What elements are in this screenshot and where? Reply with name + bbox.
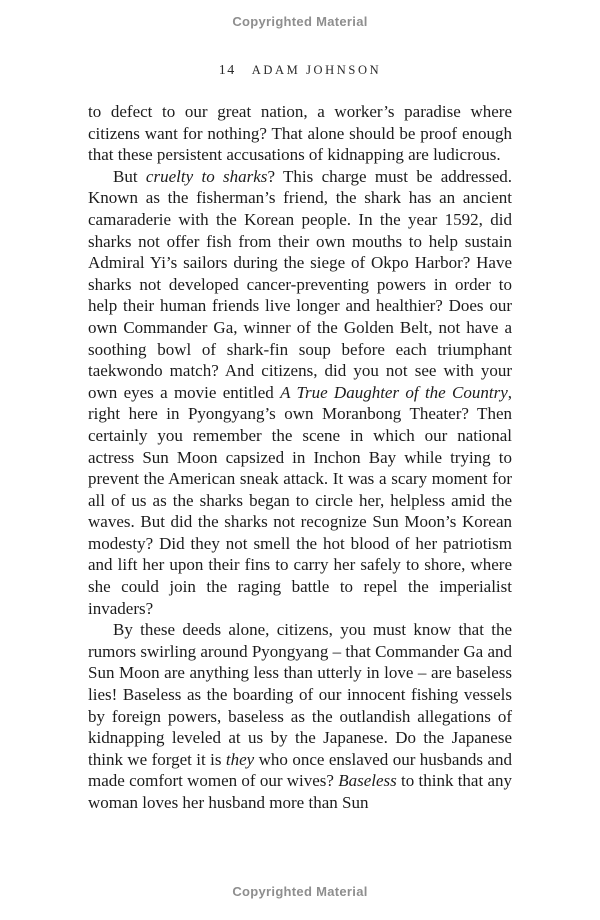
- text-segment: to defect to our great nation, a worker’s paradise where citizens want for nothing? That alone should be proof enough that these persistent accusations of kidnapping are ludicrous.: [88, 102, 512, 165]
- text-segment: , right here in Pyongyang’s own Moranbong Theater? Then certainly you remember the scene in which our national actress Sun Moon capsized in Inchon Bay while trying to prevent the American sneak attack. It was a scary moment for all of us as the sharks began to circle her, helpless amid the waves. But did the sharks not recognize Sun Moon’s Korean modesty? Did they not smell the hot blood of her patriotism and lift her upon their fins to carry her safely to shore, where she could join the raging battle to repel the imperialist invaders?: [88, 382, 512, 618]
- text-segment: But: [113, 166, 146, 186]
- text-segment: ? This charge must be addressed. Known as the fisherman’s friend, the shark has an ancient camaraderie with the Korean people. In the year 1592, did sharks not offer fish from their own mouths to help sustain Admiral Yi’s sailors during the siege of Okpo Harbor? Have sharks not developed cancer-preventing powers in order to help their human friends live longer and healthier? Does our own Commander Ga, winner of the Golden Belt, not have a soothing bowl of shark-fin soup before each triumphant taekwondo match? And citizens, did you not see with your own eyes a movie entitled: [88, 166, 513, 402]
- copyright-notice-bottom: Copyrighted Material: [232, 884, 368, 899]
- running-header: [0, 61, 600, 79]
- copyright-notice-top: Copyrighted Material: [232, 14, 368, 29]
- italic-text-segment: A True Daughter of the Country: [280, 382, 508, 402]
- text-segment: By these deeds alone, citizens, you must know that the rumors swirling around Pyongyang – that Commander Ga and Sun Moon are anything less than utterly in love – are baseless lies! Baseless as the boarding of our innocent fishing vessels by foreign powers, baseless as the outlandish allegations of kidnapping leveled at us by the Japanese. Do the Japanese think we forget it is: [88, 620, 512, 769]
- italic-text-segment: cruelty to sharks: [145, 166, 268, 186]
- paragraph: [88, 619, 512, 813]
- italic-text-segment: Baseless: [338, 771, 397, 791]
- author-name: ADAM JOHNSON: [251, 63, 382, 77]
- body-text: [88, 101, 512, 814]
- italic-text-segment: they: [225, 749, 255, 769]
- paragraph: [88, 101, 512, 166]
- paragraph: [88, 166, 512, 619]
- text-segment: who once enslaved our husbands and made comfort women of our wives?: [88, 749, 512, 791]
- text-segment: to think that any woman loves her husband more than Sun: [88, 771, 513, 812]
- page-number: 14: [218, 63, 236, 78]
